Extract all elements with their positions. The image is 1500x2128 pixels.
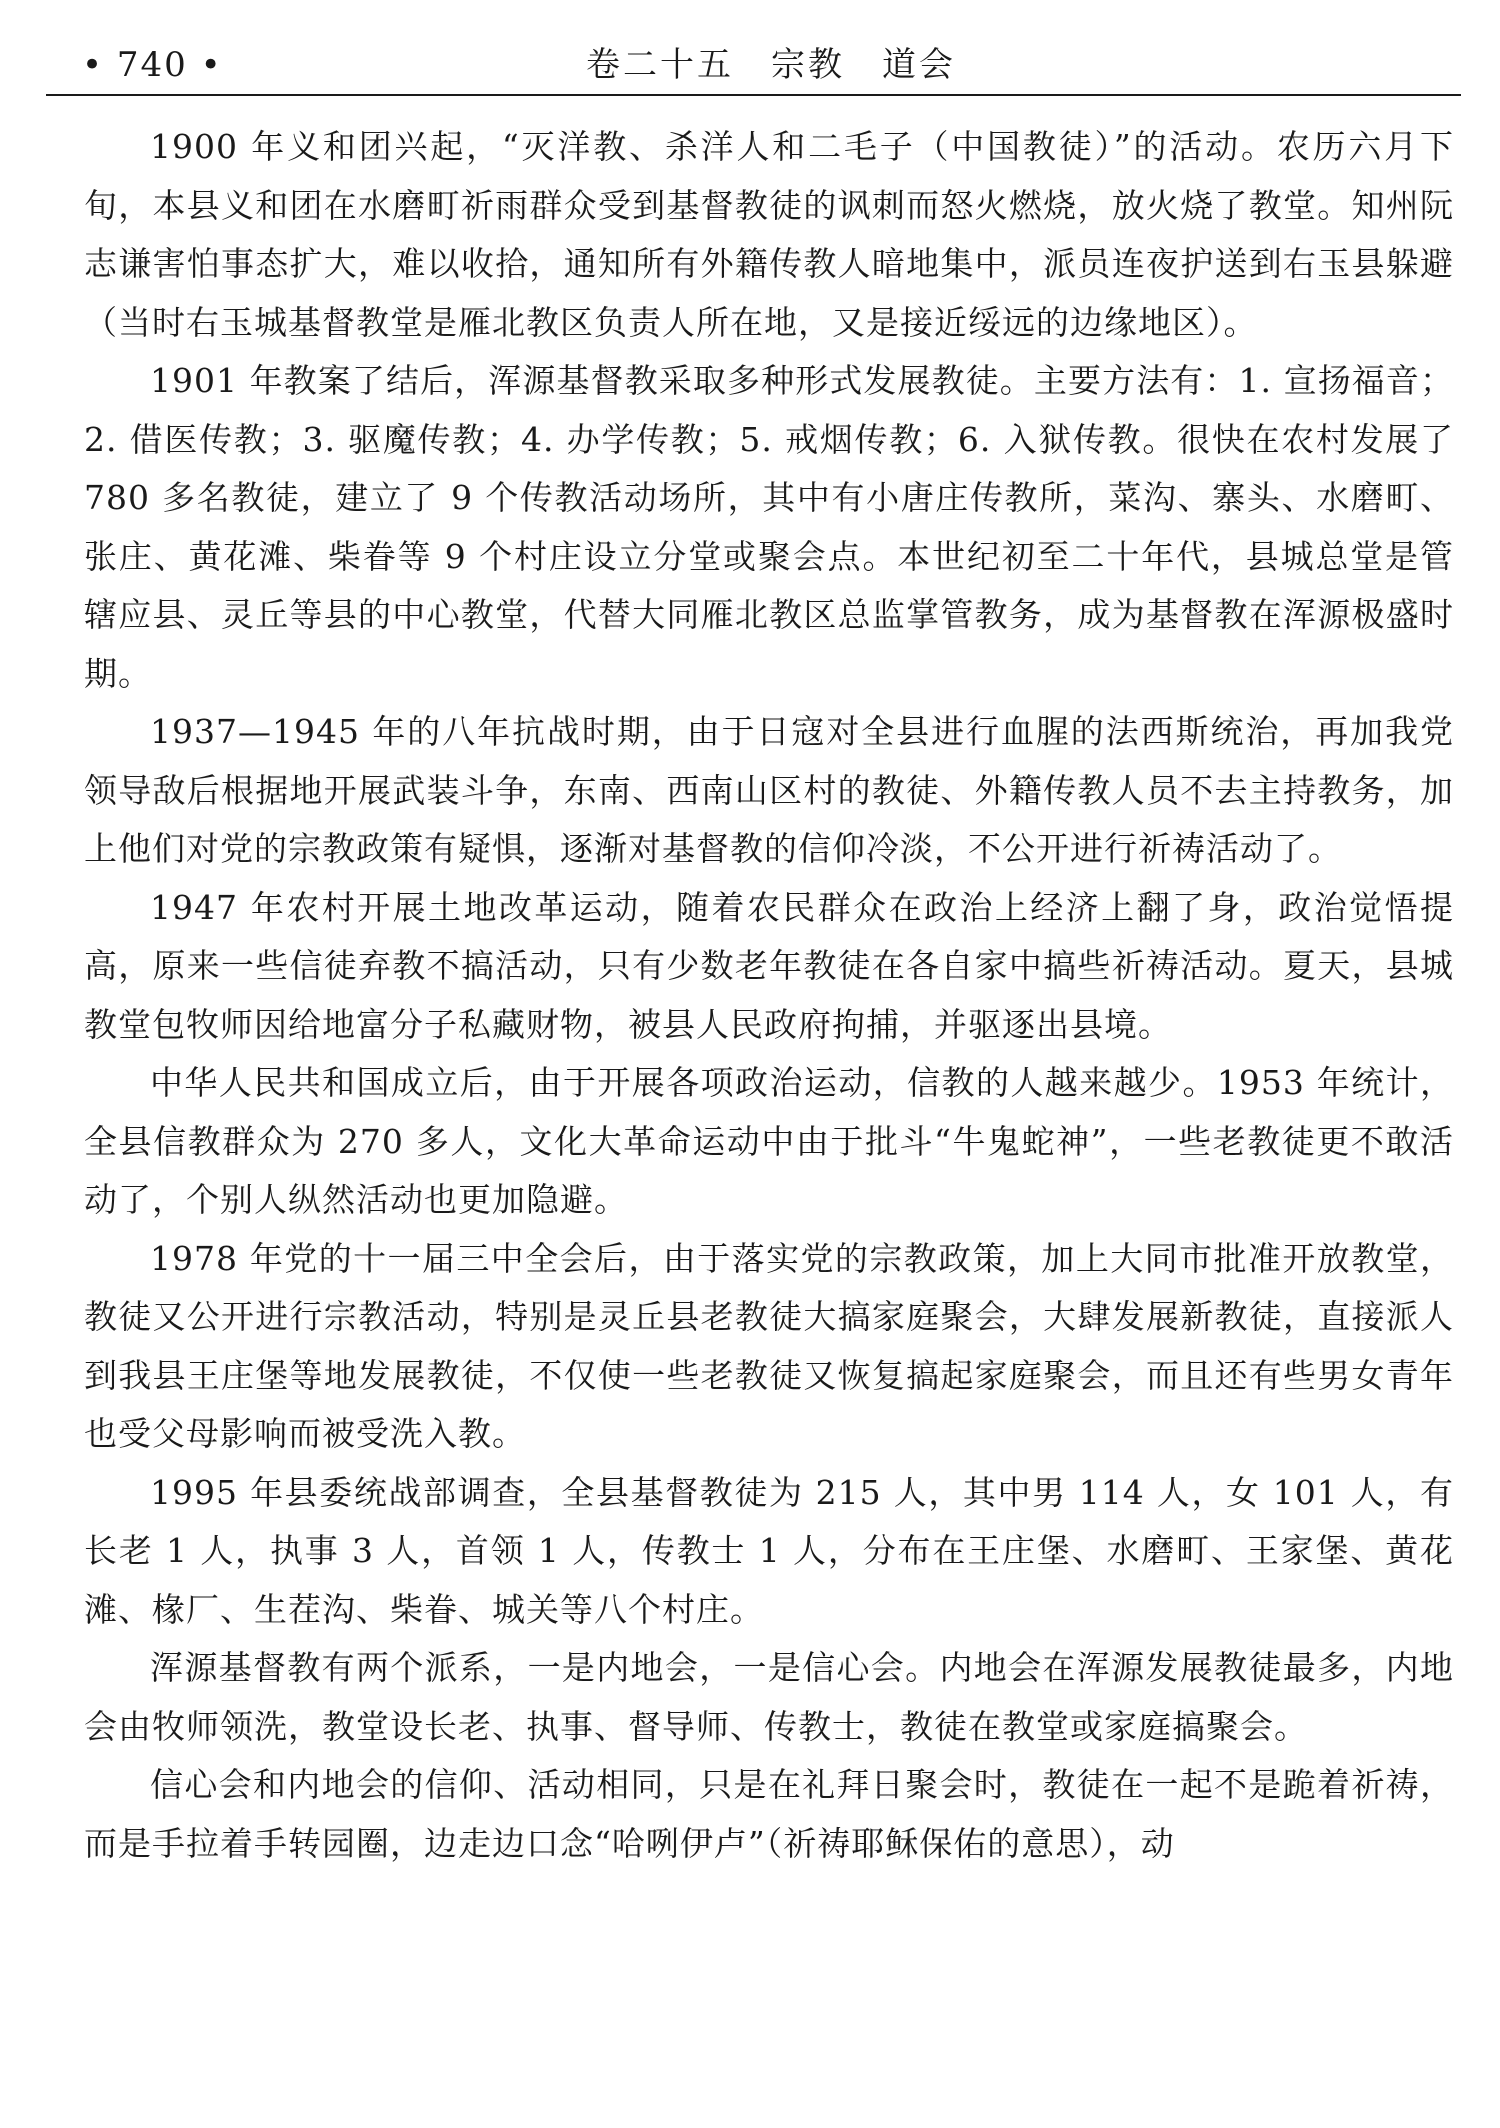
- paragraph-1947-land-reform: 1947 年农村开展土地改革运动，随着农民群众在政治上经济上翻了身，政治觉悟提高，原来一些信徒弃教不搞活动，只有少数老年教徒在各自家中搞些祈祷活动。夏天，县城教堂包牧师因给地富分子私藏财物，被县人民政府拘捕，并驱逐出县境。: [84, 887, 1454, 1044]
- paragraph-faith-society: 信心会和内地会的信仰、活动相同，只是在礼拜日聚会时，教徒在一起不是跪着祈祷，而是手拉着手转园圈，边走边口念“哈咧伊卢”（祈祷耶稣保佑的意思），动: [84, 1765, 1454, 1863]
- page-body: [84, 118, 1454, 1873]
- paragraph-1937-1945-war: 1937—1945 年的八年抗战时期，由于日寇对全县进行血腥的法西斯统治，再加我党领导敌后根据地开展武装斗争，东南、西南山区村的教徒、外籍传教人员不去主持教务，加上他们对党的宗教政策有疑惧，逐渐对基督教的信仰冷淡，不公开进行祈祷活动了。: [84, 712, 1454, 868]
- paragraph-1995-survey: 1995 年县委统战部调查，全县基督教徒为 215 人，其中男 114 人，女 101 人，有长老 1 人，执事 3 人，首领 1 人，传教士 1 人，分布在王庄堡、水磨町、王家堡、黄花滩、椽厂、生茬沟、柴眷、城关等八个村庄。: [84, 1472, 1454, 1629]
- paragraph-1901-expansion: 1901 年教案了结后，浑源基督教采取多种形式发展教徒。主要方法有：1. 宣扬福音；2. 借医传教；3. 驱魔传教；4. 办学传教；5. 戒烟传教；6. 入狱传教。很快在农村发展了 780 多名教徒，建立了 9 个传教活动场所，其中有小唐庄传教所，菜沟、寨头、水磨町、张庄、黄花滩、柴眷等 9 个村庄设立分堂或聚会点。本世纪初至二十年代，县城总堂是管辖应县、灵丘等县的中心教堂，代替大同雁北教区总监掌管教务，成为基督教在浑源极盛时期。: [84, 361, 1454, 693]
- header-rule: [46, 94, 1461, 96]
- paragraph-two-sects: 浑源基督教有两个派系，一是内地会，一是信心会。内地会在浑源发展教徒最多，内地会由牧师领洗，教堂设长老、执事、督导师、传教士，教徒在教堂或家庭搞聚会。: [84, 1648, 1454, 1746]
- paragraph-prc-founding: 中华人民共和国成立后，由于开展各项政治运动，信教的人越来越少。1953 年统计，全县信教群众为 270 多人，文化大革命运动中由于批斗“牛鬼蛇神”，一些老教徒更不敢活动了，个别人纵然活动也更加隐避。: [84, 1063, 1454, 1219]
- paragraph-boxer-1900: 1900 年义和团兴起，“灭洋教、杀洋人和二毛子（中国教徒）”的活动。农历六月下旬，本县义和团在水磨町祈雨群众受到基督教徒的讽刺而怒火燃烧，放火烧了教堂。知州阮志谦害怕事态扩大，难以收拾，通知所有外籍传教人暗地集中，派员连夜护送到右玉县躲避（当时右玉城基督教堂是雁北教区负责人所在地，又是接近绥远的边缘地区）。: [84, 127, 1454, 342]
- paragraph-1978-plenum: 1978 年党的十一届三中全会后，由于落实党的宗教政策，加上大同市批准开放教堂，教徒又公开进行宗教活动，特别是灵丘县老教徒大搞家庭聚会，大肆发展新教徒，直接派人到我县王庄堡等地发展教徒，不仅使一些老教徒又恢复搞起家庭聚会，而且还有些男女青年也受父母影响而被受洗入教。: [84, 1238, 1454, 1453]
- page-number: • 740 •: [82, 45, 223, 85]
- page-header: [46, 40, 1461, 90]
- running-title: 卷二十五 宗教 道会: [586, 45, 956, 85]
